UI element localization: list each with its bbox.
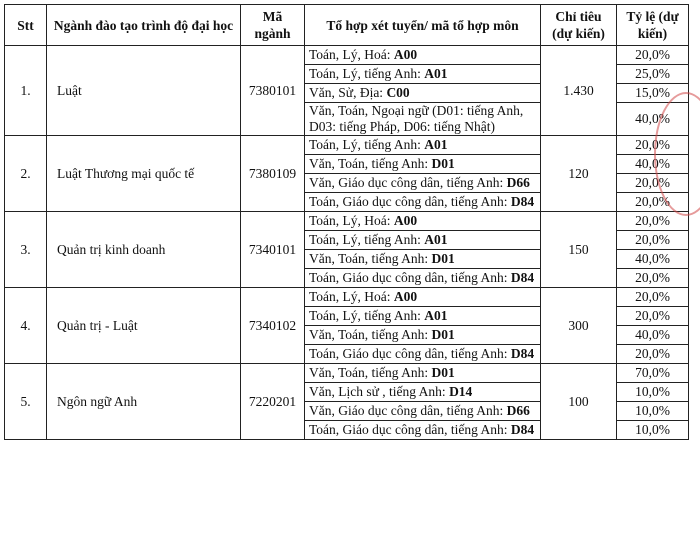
combo-code: D01 xyxy=(431,365,455,380)
cell-combo xyxy=(305,326,541,345)
cell-ratio: 20,0% xyxy=(617,46,689,65)
combo-text: Toán, Giáo dục công dân, tiếng Anh: xyxy=(309,346,511,361)
combo-code: D14 xyxy=(449,384,473,399)
combo-code: D01 xyxy=(431,251,455,266)
table-row xyxy=(5,46,689,65)
cell-ratio: 70,0% xyxy=(617,364,689,383)
combo-code: D01 xyxy=(431,156,455,171)
combo-text: Văn, Sử, Địa: xyxy=(309,85,387,100)
header-quota: Chỉ tiêu (dự kiến) xyxy=(541,5,617,46)
admission-table xyxy=(4,4,689,440)
cell-stt: 4. xyxy=(5,288,47,364)
cell-combo xyxy=(305,84,541,103)
table-row xyxy=(5,364,689,383)
cell-quota: 150 xyxy=(541,212,617,288)
header-code: Mã ngành xyxy=(241,5,305,46)
cell-combo xyxy=(305,269,541,288)
combo-text: Văn, Lịch sử , tiếng Anh: xyxy=(309,384,450,399)
combo-text: Văn, Toán, Ngoại ngữ (D01: tiếng Anh, D03: tiếng Pháp, D06: tiếng Nhật) xyxy=(309,103,524,134)
combo-text: Toán, Giáo dục công dân, tiếng Anh: xyxy=(309,194,511,209)
cell-ratio: 40,0% xyxy=(617,250,689,269)
table-row xyxy=(5,212,689,231)
cell-code: 7380109 xyxy=(241,136,305,212)
cell-combo xyxy=(305,402,541,421)
cell-combo xyxy=(305,231,541,250)
cell-combo xyxy=(305,345,541,364)
combo-code: D84 xyxy=(510,346,535,361)
cell-combo xyxy=(305,383,541,402)
cell-major: Quản trị kinh doanh xyxy=(47,212,241,288)
combo-text: Toán, Lý, tiếng Anh: xyxy=(309,66,425,81)
combo-code: D01 xyxy=(431,327,455,342)
header-row xyxy=(5,5,689,46)
cell-combo xyxy=(305,212,541,231)
cell-ratio: 25,0% xyxy=(617,65,689,84)
combo-code: A00 xyxy=(393,47,418,62)
cell-ratio: 40,0% xyxy=(617,326,689,345)
combo-text: Toán, Lý, Hoá: xyxy=(309,289,394,304)
cell-ratio: 10,0% xyxy=(617,383,689,402)
cell-combo xyxy=(305,174,541,193)
cell-combo xyxy=(305,288,541,307)
combo-code: A00 xyxy=(393,213,418,228)
cell-major: Ngôn ngữ Anh xyxy=(47,364,241,440)
cell-combo xyxy=(305,46,541,65)
combo-text: Toán, Lý, tiếng Anh: xyxy=(309,308,425,323)
cell-quota: 100 xyxy=(541,364,617,440)
combo-text: Văn, Toán, tiếng Anh: xyxy=(309,156,432,171)
cell-ratio: 10,0% xyxy=(617,402,689,421)
combo-code: A01 xyxy=(424,232,448,247)
combo-code: A01 xyxy=(424,66,448,81)
combo-text: Toán, Lý, tiếng Anh: xyxy=(309,137,425,152)
cell-ratio: 20,0% xyxy=(617,174,689,193)
header-stt: Stt xyxy=(5,5,47,46)
cell-major: Luật xyxy=(47,46,241,136)
combo-code: D84 xyxy=(510,270,535,285)
combo-text: Toán, Giáo dục công dân, tiếng Anh: xyxy=(309,422,511,437)
combo-text: Toán, Lý, Hoá: xyxy=(309,47,394,62)
cell-code: 7340101 xyxy=(241,212,305,288)
cell-quota: 120 xyxy=(541,136,617,212)
combo-text: Văn, Toán, tiếng Anh: xyxy=(309,251,432,266)
combo-text: Toán, Lý, tiếng Anh: xyxy=(309,232,425,247)
combo-code: D66 xyxy=(506,403,530,418)
cell-combo xyxy=(305,65,541,84)
cell-code: 7340102 xyxy=(241,288,305,364)
cell-ratio: 20,0% xyxy=(617,269,689,288)
combo-text: Văn, Toán, tiếng Anh: xyxy=(309,327,432,342)
table-row xyxy=(5,136,689,155)
combo-text: Văn, Toán, tiếng Anh: xyxy=(309,365,432,380)
cell-ratio: 20,0% xyxy=(617,136,689,155)
cell-major: Luật Thương mại quốc tế xyxy=(47,136,241,212)
cell-combo xyxy=(305,103,541,136)
table-row xyxy=(5,288,689,307)
cell-combo xyxy=(305,364,541,383)
combo-text: Văn, Giáo dục công dân, tiếng Anh: xyxy=(309,175,507,190)
combo-text: Toán, Giáo dục công dân, tiếng Anh: xyxy=(309,270,511,285)
cell-combo xyxy=(305,136,541,155)
cell-ratio: 15,0% xyxy=(617,84,689,103)
cell-ratio: 20,0% xyxy=(617,212,689,231)
header-ratio: Tỷ lệ (dự kiến) xyxy=(617,5,689,46)
cell-combo xyxy=(305,193,541,212)
cell-ratio: 20,0% xyxy=(617,345,689,364)
cell-stt: 3. xyxy=(5,212,47,288)
cell-code: 7220201 xyxy=(241,364,305,440)
cell-quota: 1.430 xyxy=(541,46,617,136)
combo-code: C00 xyxy=(386,85,410,100)
cell-combo xyxy=(305,250,541,269)
cell-ratio: 20,0% xyxy=(617,307,689,326)
cell-code: 7380101 xyxy=(241,46,305,136)
combo-code: D84 xyxy=(510,422,535,437)
combo-text: Toán, Lý, Hoá: xyxy=(309,213,394,228)
combo-code: A01 xyxy=(424,308,448,323)
header-major: Ngành đào tạo trình độ đại học xyxy=(47,5,241,46)
cell-ratio: 10,0% xyxy=(617,421,689,440)
cell-ratio: 40,0% xyxy=(617,103,689,136)
cell-stt: 1. xyxy=(5,46,47,136)
cell-quota: 300 xyxy=(541,288,617,364)
combo-code: D66 xyxy=(506,175,530,190)
cell-ratio: 20,0% xyxy=(617,193,689,212)
cell-combo xyxy=(305,421,541,440)
cell-ratio: 40,0% xyxy=(617,155,689,174)
table-body xyxy=(5,46,689,440)
cell-combo xyxy=(305,155,541,174)
cell-major: Quản trị - Luật xyxy=(47,288,241,364)
combo-code: D84 xyxy=(510,194,535,209)
header-combo: Tổ hợp xét tuyển/ mã tổ hợp môn xyxy=(305,5,541,46)
cell-ratio: 20,0% xyxy=(617,231,689,250)
combo-code: A00 xyxy=(393,289,418,304)
cell-stt: 2. xyxy=(5,136,47,212)
cell-stt: 5. xyxy=(5,364,47,440)
cell-combo xyxy=(305,307,541,326)
cell-ratio: 20,0% xyxy=(617,288,689,307)
combo-text: Văn, Giáo dục công dân, tiếng Anh: xyxy=(309,403,507,418)
combo-code: A01 xyxy=(424,137,448,152)
